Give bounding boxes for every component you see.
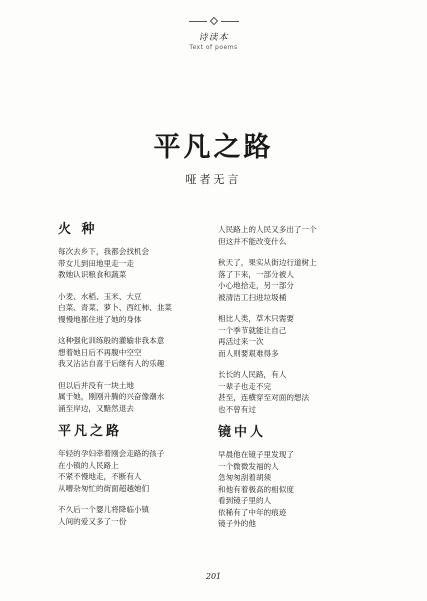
left-column	[58, 222, 223, 537]
poem-section	[58, 424, 223, 527]
poem-line: 落了下来，一部分被人	[218, 269, 294, 279]
stanza	[218, 257, 383, 303]
poem-line: 但以后并没有一块土地	[58, 380, 134, 390]
poem-line: 一个季节就能让自己	[218, 325, 287, 335]
poem-line: 一个微微发福的人	[218, 461, 279, 471]
poem-line: 小麦、水稻、玉米、大豆	[58, 291, 142, 301]
stanza	[58, 335, 223, 370]
poem-line: 小心地拾走，另一部分	[218, 281, 294, 290]
poem-section	[58, 222, 223, 414]
poem-line: 急匆匆刮着胡须	[218, 473, 272, 482]
stanza	[218, 369, 383, 415]
poem-line: 但这并不能改变什么	[218, 236, 287, 246]
poem-line: 在小镇的人民路上	[58, 460, 119, 470]
poem-line: 和他有着极高的相似度	[218, 484, 294, 494]
stanza	[58, 291, 223, 326]
poem-line: 属于她，刚刚升腾的兴奋像潮水	[58, 392, 165, 401]
stanza	[58, 448, 223, 494]
poem-line: 再活过来一次	[218, 337, 264, 346]
header-subtitle: Text of poems	[189, 44, 238, 51]
poem-line: 长长的人民路，有人	[218, 370, 287, 379]
poem-title: 平凡之路	[153, 132, 274, 163]
section-heading: 镜中人	[218, 425, 267, 440]
header-title: 诗读本	[198, 33, 229, 43]
stanza	[218, 449, 383, 530]
poem-line: 看到镜子里的人	[218, 496, 272, 505]
poem-line: 不久后一个婴儿将降临小镇	[58, 505, 150, 514]
stanza	[58, 246, 223, 281]
poem-line: 秋天了，果实从街边行道树上	[218, 258, 317, 267]
poem-line: 教她认识粮食和蔬菜	[58, 270, 127, 279]
poem-line: 相比人类，草木只需要	[218, 314, 294, 323]
poem-line: 想着她日后不再腹中空空	[58, 347, 142, 357]
poem-line: 早晨他在镜子里发现了	[218, 450, 294, 459]
stanza	[58, 380, 223, 415]
stanza	[218, 224, 383, 247]
poem-line: 依稀有了中年的痕迹	[218, 507, 287, 517]
poem-line: 我又沾沾自喜于后继有人的乐趣	[58, 359, 165, 368]
poem-line: 而人则要艰难得多	[218, 348, 279, 358]
poem-line: 每次去乡下，我都会找机会	[58, 247, 150, 256]
poem-line: 一辈子也走不完	[218, 381, 272, 391]
poem-line: 也不曾有过	[218, 404, 256, 414]
poem-author: 哑者无言	[185, 173, 242, 186]
stanza	[218, 313, 383, 359]
poem-line: 带女儿到田地里走一走	[58, 258, 134, 268]
poem-section	[218, 224, 383, 415]
poem-line: 人民路上的人民又多出了一个	[218, 225, 317, 234]
stanza	[58, 504, 223, 527]
poem-line: 被清洁工扫进垃圾桶	[218, 292, 287, 302]
poem-line: 不紧不慢地走，不断有人	[58, 472, 142, 481]
section-heading: 火 种	[58, 222, 98, 237]
poem-line: 镜子外的他	[218, 519, 256, 528]
poem-line: 从嘈杂匆忙的街面超越她们	[58, 483, 150, 493]
poem-line: 涌至岸边，又黯然退去	[58, 403, 134, 413]
right-column	[218, 224, 383, 540]
poem-section	[218, 425, 383, 530]
poem-line: 慢慢地都住进了她的身体	[58, 314, 142, 324]
page-number: 201	[205, 572, 222, 581]
poem-line: 甚至，连横穿至对面的想法	[218, 393, 310, 402]
poem-line: 白菜、青菜、萝卜、西红柿、韭菜	[58, 303, 172, 312]
poem-line: 年轻的孕妇牵着刚会走路的孩子	[58, 449, 165, 458]
poem-line: 这种强化训练般的灌输非我本意	[58, 336, 165, 345]
poem-line: 人间的爱又多了一份	[58, 516, 127, 526]
section-heading: 平凡之路	[58, 424, 123, 439]
header-ornament	[189, 15, 239, 29]
running-header	[0, 14, 427, 52]
